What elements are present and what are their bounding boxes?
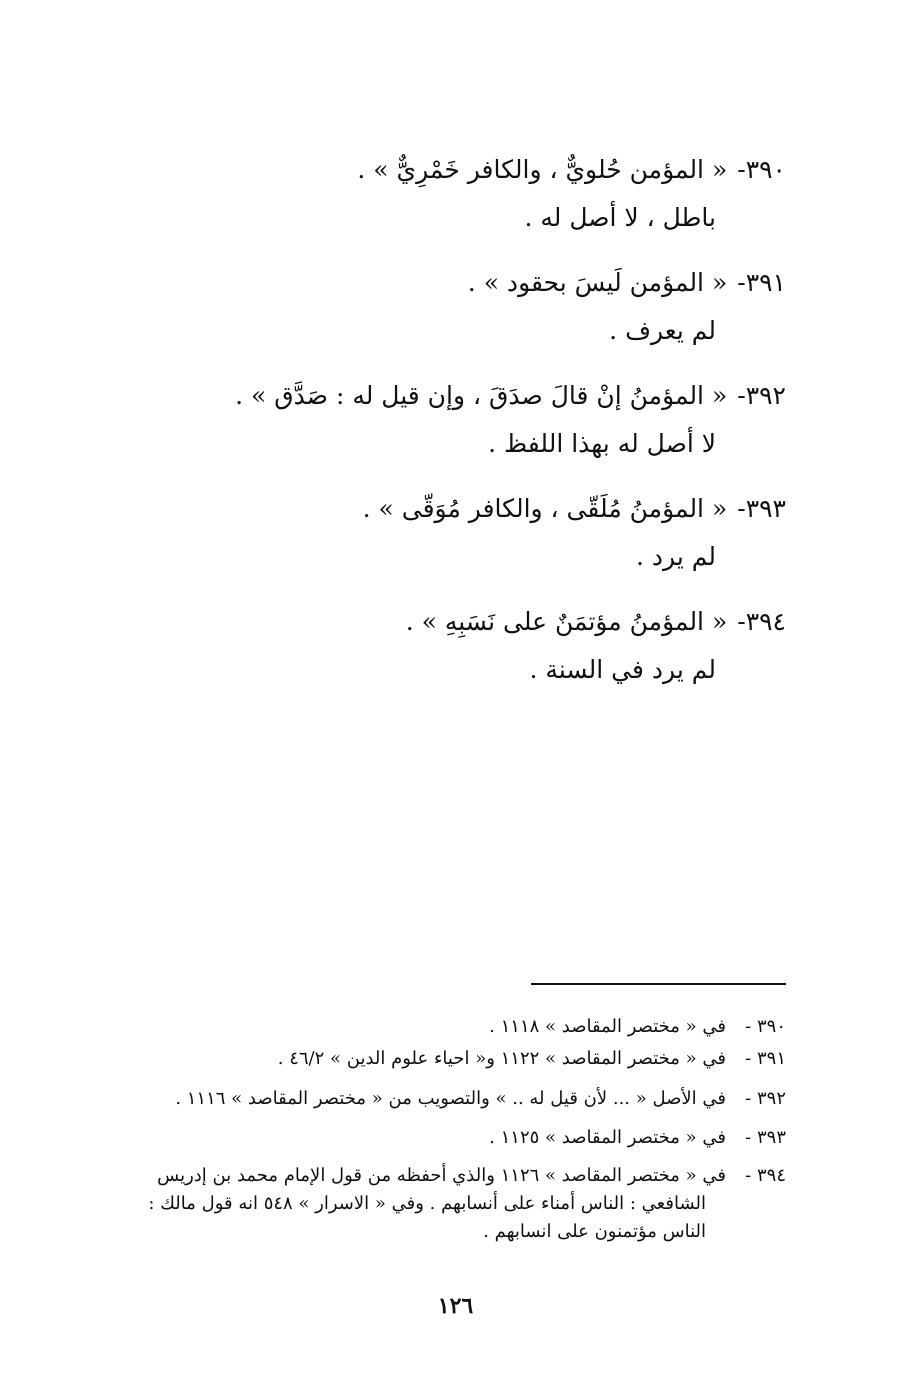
footnote-continuation: الشافعي : الناس أمناء على أنسابهم . وفي « الاسرار » ٥٤٨ انه قول مالك : <box>148 1193 706 1214</box>
entry-statement <box>406 602 786 642</box>
page-number: ١٢٦ <box>437 1293 474 1319</box>
entry-number: ٣٩٤- <box>737 607 786 636</box>
footnote-391 <box>100 1045 786 1073</box>
entry-verdict: باطل ، لا أصل له . <box>524 203 716 232</box>
footnote-separator <box>531 983 786 985</box>
entry-text: « المؤمن حُلويٌّ ، والكافر خَمْرِيٌّ » . <box>357 155 728 184</box>
entry-number: ٣٩١- <box>737 268 786 297</box>
entry-text: « المؤمنُ إنْ قالَ صدَقَ ، وإن قيل له : صَدَّق » . <box>235 381 728 410</box>
footnote-393 <box>100 1124 786 1152</box>
entry-verdict: لا أصل له بهذا اللفظ . <box>488 429 716 458</box>
entry-number: ٣٩٣- <box>737 494 786 523</box>
footnote-392 <box>100 1085 786 1113</box>
entry-text: « المؤمن لَيسَ بحقود » . <box>467 268 728 297</box>
entry-number: ٣٩٠- <box>737 155 786 184</box>
footnote-continuation: الناس مؤتمنون على انسابهم . <box>483 1221 706 1242</box>
entry-statement <box>235 376 786 416</box>
footnote-number: ٣٩١ - <box>745 1048 786 1069</box>
footnote-390 <box>100 1013 786 1041</box>
entry-text: « المؤمنُ مؤتمَنٌ على نَسَبِهِ » . <box>405 607 728 636</box>
entry-verdict: لم يعرف . <box>609 316 716 345</box>
footnote-text: في « مختصر المقاصد » ١١٢٥ . <box>489 1127 726 1148</box>
footnote-text: في « مختصر المقاصد » ١١٢٢ و« احياء علوم الدين » ٤٦/٢ . <box>277 1048 726 1069</box>
footnote-number: ٣٩٤ - <box>745 1165 786 1186</box>
footnote-number: ٣٩٠ - <box>745 1016 786 1037</box>
entry-391 <box>468 263 786 351</box>
entry-394 <box>406 602 786 690</box>
footnote-text: في « مختصر المقاصد » ١١١٨ . <box>489 1016 726 1037</box>
footnote-text: في « مختصر المقاصد » ١١٢٦ والذي أحفظه من قول الإمام محمد بن إدريس <box>157 1165 726 1186</box>
footnote-394 <box>100 1162 786 1246</box>
entry-statement <box>357 150 786 190</box>
entry-statement <box>468 263 786 303</box>
entry-statement <box>363 489 786 529</box>
entry-393 <box>363 489 786 577</box>
footnote-text: في الأصل « ... لأن قيل له .. » والتصويب من « مختصر المقاصد » ١١١٦ . <box>175 1088 726 1109</box>
entry-number: ٣٩٢- <box>737 381 786 410</box>
entry-392 <box>235 376 786 464</box>
footnote-number: ٣٩٣ - <box>745 1127 786 1148</box>
footnote-number: ٣٩٢ - <box>745 1088 786 1109</box>
entry-verdict: لم يرد . <box>636 542 716 571</box>
entry-verdict: لم يرد في السنة . <box>529 655 716 684</box>
entry-text: « المؤمنُ مُلَقّى ، والكافر مُوَقّى » . <box>362 494 728 523</box>
entry-390 <box>357 150 786 238</box>
